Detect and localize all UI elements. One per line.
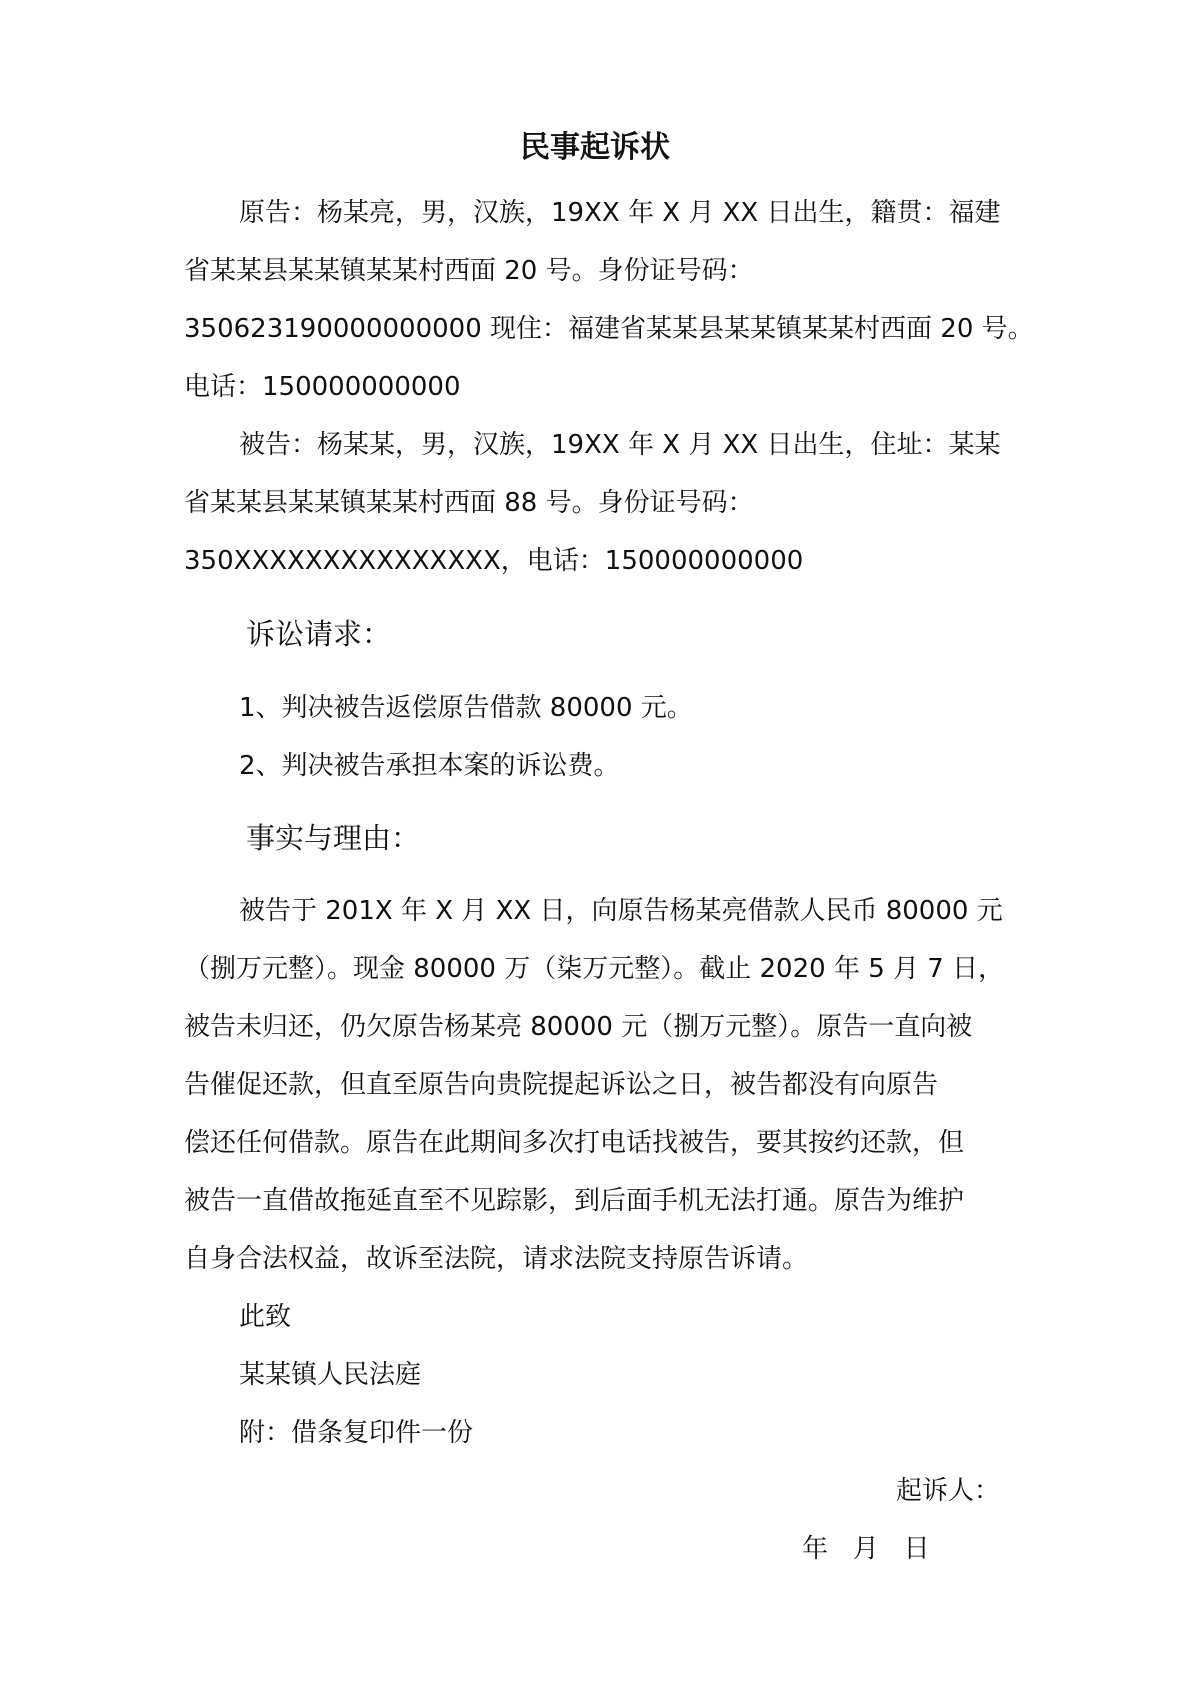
plaintiff-line-2: 省某某县某某镇某某村西面 20 号。身份证号码： [184, 256, 754, 286]
plaintiff-line-4: 电话：150000000000 [184, 372, 461, 402]
document-title: 民事起诉状 [520, 130, 670, 165]
claim-item-2: 2、判决被告承担本案的诉讼费。 [239, 751, 620, 781]
defendant-line-2: 省某某县某某镇某某村西面 88 号。身份证号码： [184, 488, 754, 518]
attachment-note: 附：借条复印件一份 [239, 1418, 474, 1448]
claims-heading: 诉讼请求： [246, 617, 392, 651]
defendant-line-1: 被告：杨某某，男，汉族，19XX 年 X 月 XX 日出生，住址：某某 [239, 430, 1001, 460]
defendant-line-3: 350XXXXXXXXXXXXXXX，电话：150000000000 [184, 546, 804, 576]
facts-line-2: （捌万元整）。现金 80000 万（柒万元整）。截止 2020 年 5 月 7 日， [184, 954, 1005, 984]
date-line: 年 月 日 [802, 1534, 930, 1564]
facts-line-6: 被告一直借故拖延直至不见踪影，到后面手机无法打通。原告为维护 [184, 1186, 965, 1216]
facts-line-3: 被告未归还，仍欠原告杨某亮 80000 元（捌万元整）。原告一直向被 [184, 1012, 973, 1042]
facts-line-5: 偿还任何借款。原告在此期间多次打电话找被告，要其按约还款，但 [184, 1128, 965, 1158]
salutation: 此致 [239, 1302, 292, 1332]
facts-line-7: 自身合法权益，故诉至法院，请求法院支持原告诉请。 [184, 1244, 809, 1274]
plaintiff-line-1: 原告：杨某亮，男，汉族，19XX 年 X 月 XX 日出生，籍贯：福建 [239, 198, 1001, 228]
facts-line-4: 告催促还款，但直至原告向贵院提起诉讼之日，被告都没有向原告 [184, 1070, 939, 1100]
facts-heading: 事实与理由： [246, 821, 421, 855]
signer-label: 起诉人： [895, 1476, 1000, 1506]
claim-item-1: 1、判决被告返偿原告借款 80000 元。 [239, 693, 693, 723]
facts-line-1: 被告于 201X 年 X 月 XX 日，向原告杨某亮借款人民币 80000 元 [239, 896, 1003, 926]
court-name: 某某镇人民法庭 [239, 1360, 422, 1390]
plaintiff-line-3: 350623190000000000 现住：福建省某某县某某镇某某村西面 20 号。 [184, 314, 1034, 344]
